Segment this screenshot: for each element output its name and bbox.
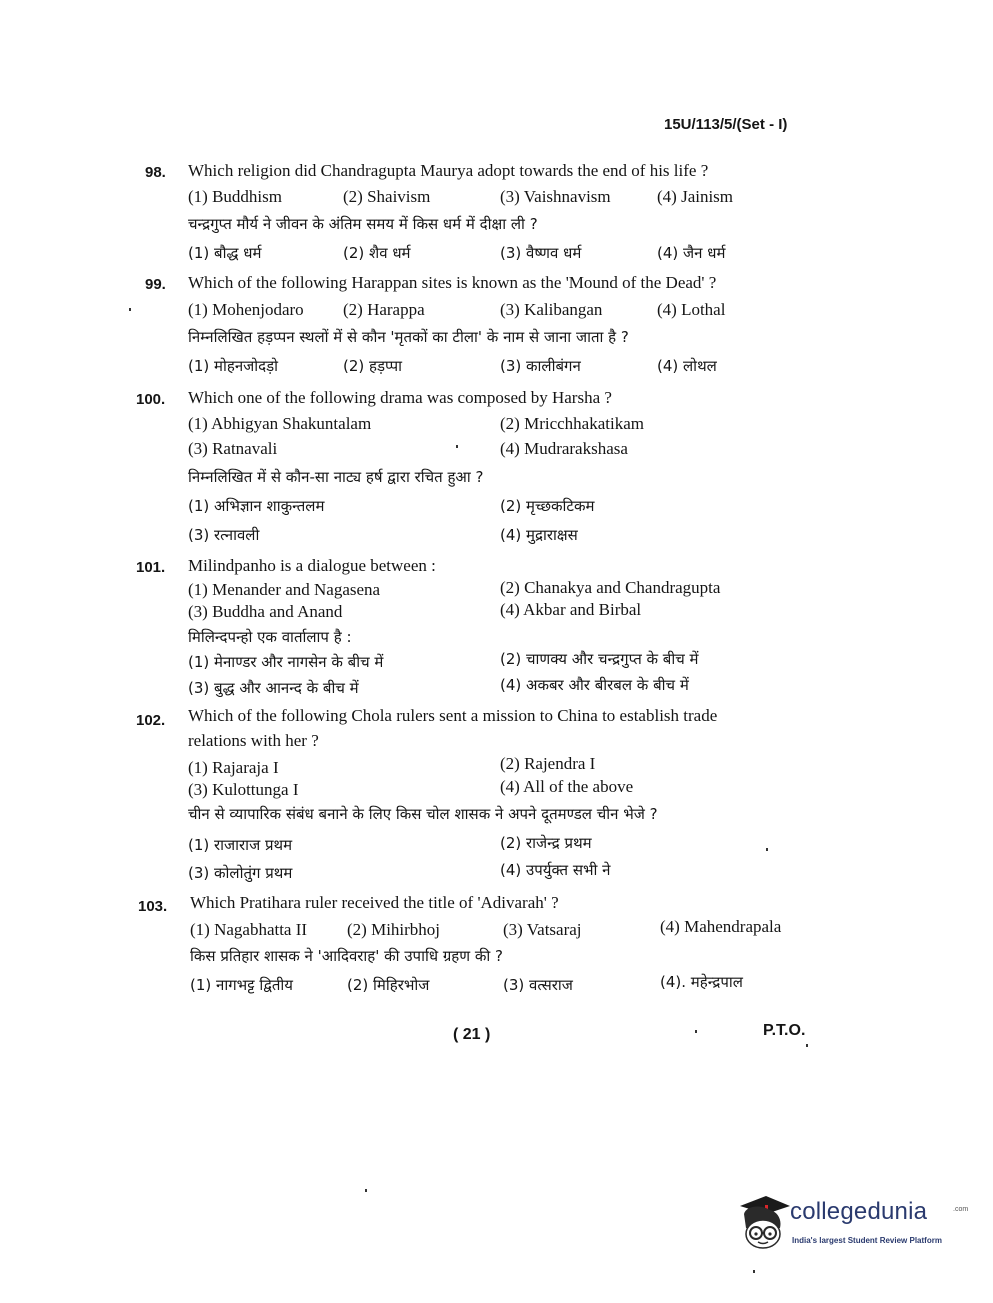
option-hi: (1) मेनाण्डर और नागसेन के बीच में (188, 653, 384, 671)
option-en: (4) All of the above (500, 777, 634, 796)
question-text-en: Milindpanho is a dialogue between : (188, 556, 436, 575)
brand-suffix: .com (953, 1206, 969, 1213)
option-en: (1) Nagabhatta II (190, 920, 308, 939)
question-number: 101. (136, 559, 166, 576)
question-text-hi: निम्नलिखित हड़प्पन स्थलों में से कौन 'मृतकों का टीला' के नाम से जाना जाता है ? (188, 328, 629, 346)
option-hi: (1) राजाराज प्रथम (188, 836, 293, 854)
option-en: (1) Buddhism (188, 187, 282, 206)
option-en: (1) Mohenjodaro (188, 300, 304, 319)
option-hi: (4) अकबर और बीरबल के बीच में (500, 676, 689, 694)
option-hi: (4) मुद्राराक्षस (500, 526, 578, 544)
question-text-hi: चन्द्रगुप्त मौर्य ने जीवन के अंतिम समय में किस धर्म में दीक्षा ली ? (188, 215, 538, 233)
option-en: (1) Abhigyan Shakuntalam (188, 414, 372, 433)
option-hi: (1) नागभट्ट द्वितीय (190, 976, 293, 994)
question-text-hi: मिलिन्दपन्हो एक वार्तालाप है : (188, 628, 352, 646)
option-hi: (2) मृच्छकटिकम (500, 497, 595, 515)
question-text-en: Which Pratihara ruler received the title of 'Adivarah' ? (190, 893, 559, 912)
option-hi: (1) मोहनजोदड़ो (188, 357, 279, 375)
question-text-en: Which of the following Harappan sites is known as the 'Mound of the Dead' ? (188, 273, 717, 292)
option-hi: (3) वैष्णव धर्म (500, 244, 582, 262)
question-text-en: Which of the following Chola rulers sent a mission to China to establish trade (188, 706, 718, 725)
option-en: (2) Rajendra I (500, 754, 596, 773)
question-text-en: Which one of the following drama was composed by Harsha ? (188, 388, 612, 407)
option-en: (1) Menander and Nagasena (188, 580, 381, 599)
option-en: (2) Chanakya and Chandragupta (500, 578, 721, 597)
option-hi: (4). महेन्द्रपाल (660, 973, 743, 991)
question-text-hi: किस प्रतिहार शासक ने 'आदिवराह' की उपाधि ग्रहण की ? (190, 947, 504, 965)
option-en: (4) Jainism (657, 187, 734, 206)
option-en: (2) Harappa (343, 300, 425, 319)
option-hi: (2) राजेन्द्र प्रथम (500, 834, 592, 852)
mascot-icon (736, 1192, 792, 1254)
option-hi: (3) बुद्ध और आनन्द के बीच में (188, 679, 359, 697)
question-number: 99. (145, 276, 166, 293)
scan-speck (766, 848, 768, 851)
option-en: (3) Kalibangan (500, 300, 603, 319)
option-hi: (2) हड़प्पा (343, 357, 403, 375)
option-en: (4) Mudrarakshasa (500, 439, 628, 458)
question-text-hi: चीन से व्यापारिक संबंध बनाने के लिए किस चोल शासक ने अपने दूतमण्डल चीन भेजे ? (188, 805, 658, 823)
scan-speck (806, 1044, 808, 1047)
option-en: (3) Kulottunga I (188, 780, 299, 799)
question-number: 100. (136, 391, 166, 408)
collegedunia-watermark (736, 1192, 969, 1264)
option-en: (3) Vaishnavism (500, 187, 611, 206)
option-en: (3) Vatsaraj (503, 920, 582, 939)
option-en: (2) Mricchhakatikam (500, 414, 644, 433)
question-number: 102. (136, 712, 166, 729)
brand-name: collegedunia (790, 1198, 928, 1225)
option-en: (4) Mahendrapala (660, 917, 782, 936)
scan-speck (456, 445, 458, 448)
paper-code: 15U/113/5/(Set - I) (664, 116, 788, 133)
question-text-en: Which religion did Chandragupta Maurya adopt towards the end of his life ? (188, 161, 709, 180)
option-hi: (1) बौद्ध धर्म (188, 244, 262, 262)
option-hi: (4) जैन धर्म (657, 244, 726, 262)
option-hi: (3) कोलोतुंग प्रथम (188, 864, 293, 882)
question-number: 103. (138, 898, 168, 915)
option-hi: (4) लोथल (657, 357, 717, 375)
option-en: (4) Lothal (657, 300, 726, 319)
question-text-en-line2: relations with her ? (188, 731, 319, 750)
pto-label: P.T.O. (763, 1022, 806, 1039)
scan-speck (365, 1189, 367, 1192)
option-en: (3) Ratnavali (188, 439, 278, 458)
option-en: (1) Rajaraja I (188, 758, 279, 777)
option-hi: (3) वत्सराज (503, 976, 573, 994)
option-hi: (1) अभिज्ञान शाकुन्तलम (188, 497, 325, 515)
page-number: ( 21 ) (453, 1026, 491, 1043)
question-number: 98. (145, 164, 166, 181)
option-hi: (4) उपर्युक्त सभी ने (500, 861, 611, 879)
option-en: (2) Mihirbhoj (347, 920, 441, 939)
question-text-hi: निम्नलिखित में से कौन-सा नाट्य हर्ष द्वारा रचित हुआ ? (188, 468, 484, 486)
option-hi: (2) शैव धर्म (343, 244, 411, 262)
option-hi: (3) रत्नावली (188, 526, 260, 544)
option-en: (4) Akbar and Birbal (500, 600, 642, 619)
brand-tagline: India's largest Student Review Platform (792, 1236, 942, 1245)
option-hi: (3) कालीबंगन (500, 357, 581, 375)
option-hi: (2) मिहिरभोज (347, 976, 430, 994)
option-en: (3) Buddha and Anand (188, 602, 343, 621)
scan-speck (753, 1270, 755, 1273)
option-en: (2) Shaivism (343, 187, 431, 206)
option-hi: (2) चाणक्य और चन्द्रगुप्त के बीच में (500, 650, 699, 668)
scan-speck (129, 308, 131, 311)
scan-speck (695, 1030, 697, 1033)
